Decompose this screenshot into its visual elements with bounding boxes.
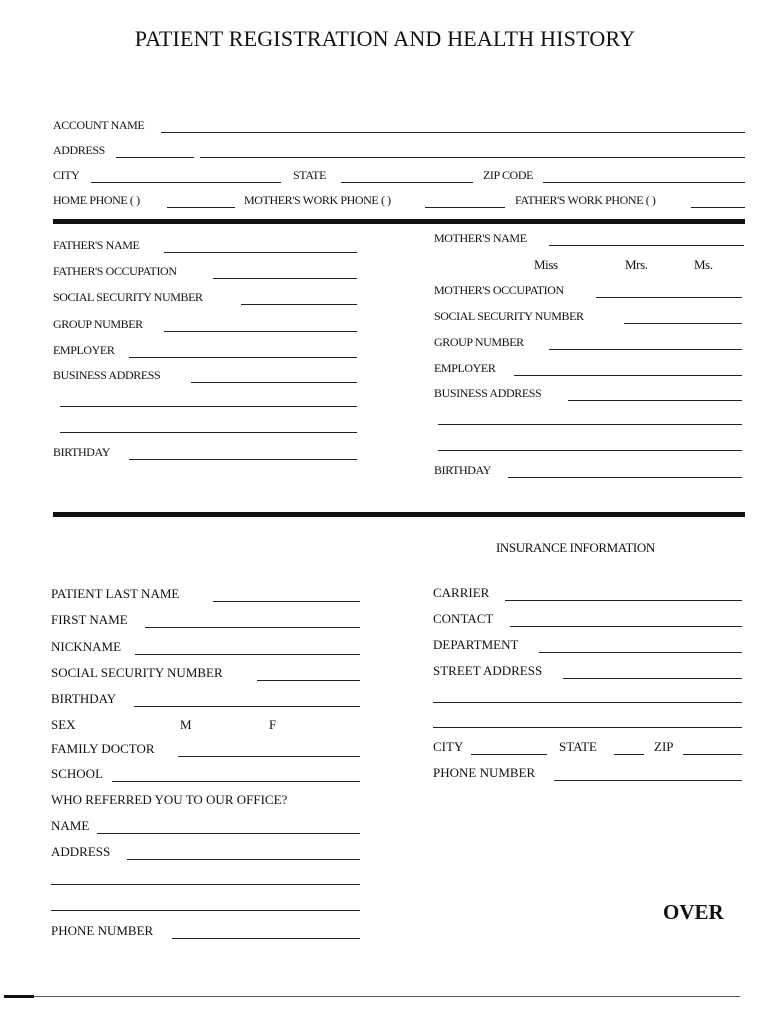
fathers-employer-label: EMPLOYER: [53, 343, 115, 357]
fathers-work-phone-line[interactable]: [691, 207, 745, 208]
fathers-name-label: FATHER'S NAME: [53, 238, 140, 252]
mothers-employer-field[interactable]: [434, 359, 742, 379]
street-address-label: STREET ADDRESS: [433, 663, 543, 678]
fathers-business-address-field[interactable]: [53, 366, 357, 386]
title-option-ms[interactable]: Ms.: [694, 257, 713, 272]
patient-ssn-line[interactable]: [257, 680, 360, 681]
mothers-ssn-line[interactable]: [624, 323, 742, 324]
insurance-zip-line[interactable]: [683, 754, 742, 755]
street-address-field[interactable]: [433, 662, 742, 682]
address-label: ADDRESS: [53, 143, 105, 157]
insurance-phone-field[interactable]: [433, 764, 742, 784]
referrer-name-field[interactable]: [51, 817, 360, 837]
mothers-ssn-field[interactable]: [434, 307, 742, 327]
fathers-group-number-line[interactable]: [164, 331, 357, 332]
account-name-line[interactable]: [161, 132, 745, 133]
fathers-name-field[interactable]: [53, 236, 357, 256]
mothers-work-phone-label: MOTHER'S WORK PHONE ( ): [244, 193, 391, 207]
referrer-phone-label: PHONE NUMBER: [51, 923, 154, 938]
mothers-occupation-label: MOTHER'S OCCUPATION: [434, 283, 564, 297]
city-label: CITY: [53, 168, 80, 182]
referrer-address-line-2[interactable]: [51, 884, 360, 885]
school-field[interactable]: [51, 765, 360, 785]
address-line-b[interactable]: [200, 157, 745, 158]
state-line[interactable]: [341, 182, 473, 183]
insurance-city-line[interactable]: [471, 754, 547, 755]
patient-birthday-label: BIRTHDAY: [51, 691, 117, 706]
fathers-group-number-field[interactable]: [53, 315, 357, 335]
fathers-business-address-line[interactable]: [191, 382, 357, 383]
fathers-work-phone-label: FATHER'S WORK PHONE ( ): [515, 193, 656, 207]
school-label: SCHOOL: [51, 766, 104, 781]
nickname-label: NICKNAME: [51, 639, 122, 654]
phones-row: [53, 191, 745, 211]
referrer-phone-line[interactable]: [172, 938, 360, 939]
referrer-address-field[interactable]: [51, 843, 360, 863]
street-address-line-2[interactable]: [433, 702, 742, 703]
insurance-zip-label: ZIP: [654, 739, 674, 754]
department-line[interactable]: [539, 652, 742, 653]
mothers-work-phone-line[interactable]: [425, 207, 505, 208]
patient-last-name-line[interactable]: [213, 601, 360, 602]
fathers-ssn-line[interactable]: [241, 304, 357, 305]
patient-birthday-line[interactable]: [134, 706, 360, 707]
patient-birthday-field[interactable]: [51, 690, 360, 710]
zip-code-label: ZIP CODE: [483, 168, 534, 182]
fathers-employer-field[interactable]: [53, 341, 357, 361]
mothers-group-number-field[interactable]: [434, 333, 742, 353]
school-line[interactable]: [112, 781, 360, 782]
carrier-field[interactable]: [433, 584, 742, 604]
fathers-business-address-line-2[interactable]: [60, 406, 357, 407]
home-phone-label: HOME PHONE ( ): [53, 193, 140, 207]
city-state-zip-row: [53, 166, 745, 186]
sex-label: SEX: [51, 717, 76, 732]
referrer-name-label: NAME: [51, 818, 90, 833]
family-doctor-label: FAMILY DOCTOR: [51, 741, 155, 756]
patient-last-name-field[interactable]: [51, 585, 360, 605]
account-name-label: ACCOUNT NAME: [53, 118, 145, 132]
contact-label: CONTACT: [433, 611, 494, 626]
zip-code-line[interactable]: [543, 182, 745, 183]
referrer-phone-field[interactable]: [51, 922, 360, 942]
carrier-line[interactable]: [505, 600, 742, 601]
referrer-address-line-3[interactable]: [51, 910, 360, 911]
state-label: STATE: [293, 168, 327, 182]
insurance-phone-line[interactable]: [554, 780, 742, 781]
mothers-birthday-label: BIRTHDAY: [434, 463, 491, 477]
first-name-line[interactable]: [145, 627, 360, 628]
insurance-city-state-zip-row: [433, 738, 742, 758]
mothers-occupation-line[interactable]: [596, 297, 742, 298]
mothers-employer-label: EMPLOYER: [434, 361, 496, 375]
mothers-occupation-field[interactable]: [434, 281, 742, 301]
patient-last-name-label: PATIENT LAST NAME: [51, 586, 180, 601]
page-title: PATIENT REGISTRATION AND HEALTH HISTORY: [134, 26, 636, 51]
sex-field: [51, 716, 360, 736]
mothers-business-address-label: BUSINESS ADDRESS: [434, 386, 542, 400]
street-address-line[interactable]: [563, 678, 742, 679]
mothers-name-label: MOTHER'S NAME: [434, 231, 527, 245]
fathers-birthday-label: BIRTHDAY: [53, 445, 110, 459]
fathers-birthday-line[interactable]: [129, 459, 357, 460]
insurance-state-line[interactable]: [614, 754, 644, 755]
first-name-label: FIRST NAME: [51, 612, 128, 627]
patient-ssn-field[interactable]: [51, 664, 360, 684]
fathers-business-address-line-3[interactable]: [60, 432, 357, 433]
fathers-ssn-field[interactable]: [53, 288, 357, 308]
contact-line[interactable]: [510, 626, 742, 627]
patient-ssn-label: SOCIAL SECURITY NUMBER: [51, 665, 223, 680]
sex-option-f[interactable]: F: [269, 717, 277, 732]
mothers-business-address-field[interactable]: [434, 384, 742, 404]
home-phone-line[interactable]: [167, 207, 235, 208]
sex-option-m[interactable]: M: [180, 717, 192, 732]
insurance-city-label: CITY: [433, 739, 464, 754]
mothers-business-address-line-3[interactable]: [438, 450, 742, 451]
referrer-name-line[interactable]: [97, 833, 360, 834]
mothers-group-number-label: GROUP NUMBER: [434, 335, 524, 349]
section-divider-1: [53, 219, 745, 224]
nickname-field[interactable]: [51, 638, 360, 658]
fathers-group-number-label: GROUP NUMBER: [53, 317, 143, 331]
referral-question: WHO REFERRED YOU TO OUR OFFICE?: [51, 792, 288, 807]
mothers-business-address-line[interactable]: [568, 400, 742, 401]
mothers-birthday-line[interactable]: [508, 477, 742, 478]
family-doctor-field[interactable]: [51, 740, 360, 760]
mothers-ssn-label: SOCIAL SECURITY NUMBER: [434, 309, 584, 323]
insurance-phone-label: PHONE NUMBER: [433, 765, 536, 780]
address-field[interactable]: [53, 141, 745, 161]
fathers-business-address-label: BUSINESS ADDRESS: [53, 368, 161, 382]
bottom-edge-mark: [4, 995, 34, 998]
fathers-occupation-label: FATHER'S OCCUPATION: [53, 264, 177, 278]
department-field[interactable]: [433, 636, 742, 656]
fathers-employer-line[interactable]: [129, 357, 357, 358]
bottom-edge-line: [34, 996, 740, 997]
fathers-ssn-label: SOCIAL SECURITY NUMBER: [53, 290, 203, 304]
over-indicator: OVER: [663, 900, 724, 924]
mothers-birthday-field[interactable]: [434, 461, 742, 481]
mothers-group-number-line[interactable]: [549, 349, 742, 350]
city-line[interactable]: [91, 182, 281, 183]
department-label: DEPARTMENT: [433, 637, 519, 652]
street-address-line-3[interactable]: [433, 727, 742, 728]
fathers-birthday-field[interactable]: [53, 443, 357, 463]
insurance-heading: INSURANCE INFORMATION: [496, 540, 655, 555]
mothers-name-field[interactable]: [434, 229, 744, 249]
mothers-business-address-line-2[interactable]: [438, 424, 742, 425]
contact-field[interactable]: [433, 610, 742, 630]
first-name-field[interactable]: [51, 611, 360, 631]
nickname-line[interactable]: [135, 654, 360, 655]
referrer-address-line[interactable]: [127, 859, 360, 860]
mothers-name-line[interactable]: [549, 245, 744, 246]
carrier-label: CARRIER: [433, 585, 490, 600]
section-divider-2: [53, 512, 745, 517]
mothers-employer-line[interactable]: [514, 375, 742, 376]
referrer-address-label: ADDRESS: [51, 844, 111, 859]
fathers-occupation-field[interactable]: [53, 262, 357, 282]
fathers-name-line[interactable]: [164, 252, 357, 253]
address-line-a[interactable]: [116, 157, 194, 158]
referral-question-row: [51, 791, 371, 811]
family-doctor-line[interactable]: [178, 756, 360, 757]
title-option-mrs[interactable]: Mrs.: [625, 257, 648, 272]
account-name-field[interactable]: [53, 116, 745, 136]
insurance-state-label: STATE: [559, 739, 597, 754]
title-option-miss[interactable]: Miss: [534, 257, 558, 272]
fathers-occupation-line[interactable]: [213, 278, 357, 279]
